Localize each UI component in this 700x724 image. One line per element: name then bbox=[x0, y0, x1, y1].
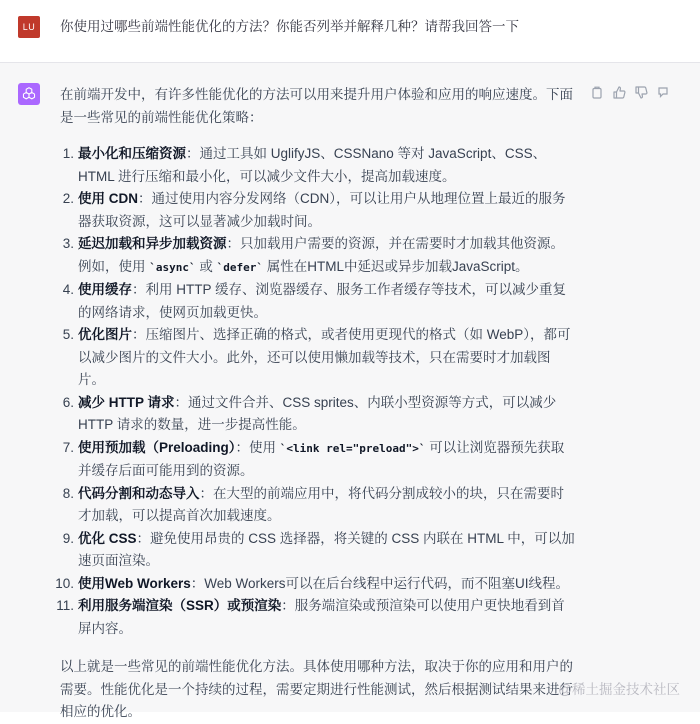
item-title: 使用Web Workers bbox=[78, 575, 191, 591]
item-title: 使用预加载（Preloading） bbox=[78, 439, 236, 455]
list-item bbox=[60, 324, 576, 392]
item-number: 1. bbox=[62, 146, 74, 161]
item-separator: ： bbox=[132, 282, 146, 297]
item-number: 7. bbox=[62, 439, 74, 455]
item-desc: 通过使用内容分发网络（CDN），可以让用户从地理位置上最近的服务器获取资源，这可以显著减少加载时间。 bbox=[78, 191, 566, 229]
item-separator: ： bbox=[132, 327, 146, 342]
item-title: 使用 CDN bbox=[78, 191, 138, 206]
item-desc: 只加载用户需要的资源，并在需要时才加载其他资源。例如，使用 bbox=[78, 236, 564, 274]
item-separator: ： bbox=[199, 485, 213, 501]
list-item bbox=[60, 279, 576, 324]
inline-code: `<link rel="preload">` bbox=[279, 441, 426, 455]
openai-logo-icon bbox=[18, 83, 40, 105]
list-item bbox=[60, 528, 576, 573]
user-message-row bbox=[0, 0, 700, 63]
answer-outro: 以上就是一些常见的前端性能优化方法。具体使用哪种方法，取决于你的应用和用户的需要。性能优化是一个持续的过程，需要定期进行性能测试，然后根据测试结果来进行相应的优化。 bbox=[60, 659, 573, 719]
item-number: 5. bbox=[62, 327, 74, 342]
item-title: 使用缓存 bbox=[78, 282, 132, 297]
item-desc: 利用 HTTP 缓存、浏览器缓存、服务工作者缓存等技术，可以减少重复的网络请求，使网页加载更快。 bbox=[78, 282, 567, 320]
item-desc: 可以让浏览器预先获取并缓存后面可能用到的资源。 bbox=[78, 439, 565, 478]
thumbs-down-icon[interactable] bbox=[634, 85, 648, 99]
list-item bbox=[60, 483, 576, 528]
item-title: 最小化和压缩资源 bbox=[78, 146, 186, 161]
list-item bbox=[60, 188, 576, 233]
copy-icon[interactable] bbox=[590, 85, 604, 99]
item-title: 代码分割和动态导入 bbox=[78, 485, 200, 501]
item-separator: ： bbox=[190, 575, 205, 591]
item-separator: ： bbox=[174, 394, 189, 410]
item-title: 优化 CSS bbox=[78, 530, 137, 546]
item-title: 减少 HTTP 请求 bbox=[78, 394, 175, 410]
regenerate-icon[interactable] bbox=[656, 85, 670, 99]
item-number: 10. bbox=[55, 575, 74, 591]
assistant-message-row bbox=[0, 63, 700, 719]
item-title: 优化图片 bbox=[78, 327, 132, 342]
item-number: 11. bbox=[56, 598, 74, 613]
item-separator: ： bbox=[186, 146, 200, 161]
item-separator: ： bbox=[281, 598, 295, 613]
user-question: 你使用过哪些前端性能优化的方法？你能否列举并解释几种？请帮我回答一下 bbox=[60, 19, 519, 34]
item-desc: 使用 bbox=[249, 439, 280, 455]
thumbs-up-icon[interactable] bbox=[612, 85, 626, 99]
item-desc: 避免使用昂贵的 CSS 选择器，将关键的 CSS 内联在 HTML 中，可以加速页面渲染。 bbox=[78, 530, 575, 568]
item-desc: 压缩图片、选择正确的格式，或者使用更现代的格式（如 WebP），都可以减少图片的文件大小。此外，还可以使用懒加载等技术，只在需要时才加载图片。 bbox=[78, 327, 571, 387]
user-avatar: LU bbox=[18, 16, 40, 38]
list-item bbox=[60, 143, 576, 188]
item-separator: ： bbox=[226, 236, 240, 251]
item-number: 6. bbox=[62, 394, 74, 410]
item-desc: Web Workers可以在后台线程中运行代码，而不阻塞UI线程。 bbox=[204, 575, 570, 591]
item-desc: 通过文件合并、CSS sprites、内联小型资源等方式，可以减少 HTTP 请求的数量，进一步提高性能。 bbox=[78, 394, 557, 432]
answer-intro: 在前端开发中，有许多性能优化的方法可以用来提升用户体验和应用的响应速度。下面是一些常见的前端性能优化策略： bbox=[60, 87, 573, 125]
message-actions bbox=[590, 85, 670, 99]
assistant-answer bbox=[55, 84, 576, 724]
list-item bbox=[55, 573, 576, 596]
item-separator: ： bbox=[138, 191, 152, 206]
list-item bbox=[56, 595, 576, 640]
item-desc: 在大型的前端应用中，将代码分割成较小的块，只在需要时才加载，可以提高首次加载速度。 bbox=[78, 485, 564, 523]
inline-code: `async` bbox=[149, 260, 196, 274]
item-separator: ： bbox=[136, 530, 151, 546]
item-number: 8. bbox=[62, 485, 74, 501]
list-item bbox=[60, 233, 576, 279]
item-number: 4. bbox=[62, 282, 74, 297]
tips-list bbox=[55, 143, 576, 640]
item-desc: 属性在HTML中延迟或异步加载JavaScript。 bbox=[263, 258, 529, 274]
inline-code: `defer` bbox=[216, 260, 263, 274]
item-title: 延迟加载和异步加载资源 bbox=[78, 236, 227, 251]
item-number: 9. bbox=[62, 530, 74, 546]
list-item bbox=[60, 392, 576, 437]
item-title: 利用服务端渲染（SSR）或预渲染 bbox=[78, 598, 282, 613]
item-separator: ： bbox=[235, 439, 250, 455]
item-desc: 通过工具如 UglifyJS、CSSNano 等对 JavaScript、CSS、HTML 进行压缩和最小化，可以减少文件大小，提高加载速度。 bbox=[78, 146, 547, 184]
item-number: 2. bbox=[62, 191, 74, 206]
list-item bbox=[60, 437, 576, 483]
watermark: @稀土掘金技术社区 bbox=[558, 682, 680, 697]
item-desc: 服务端渲染或预渲染可以使用户更快地看到首屏内容。 bbox=[78, 598, 565, 636]
item-number: 3. bbox=[62, 236, 74, 251]
item-desc: 或 bbox=[195, 258, 217, 274]
